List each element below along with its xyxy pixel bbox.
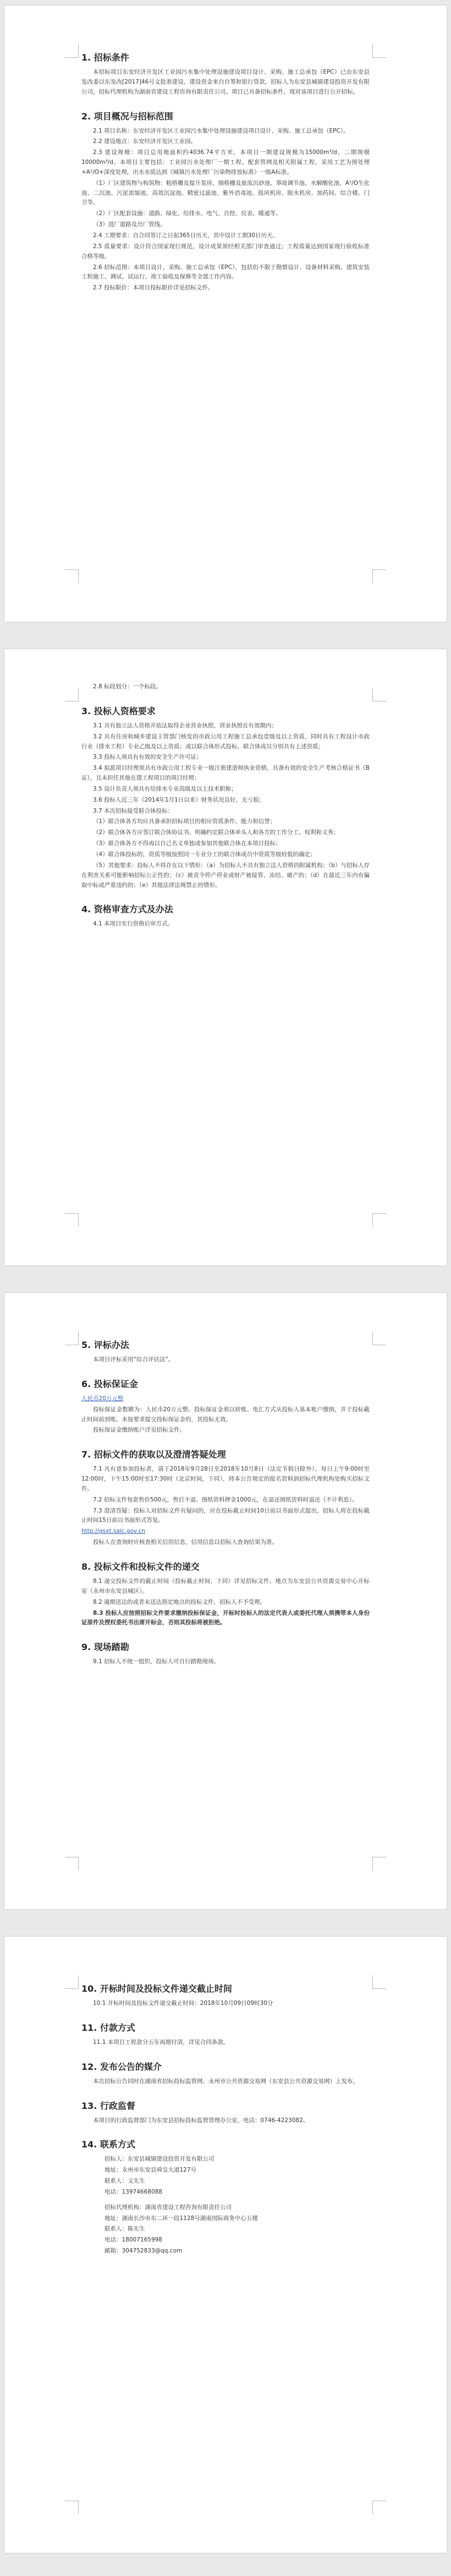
paragraph: 7.1 凡有意参加投标者，请于2018年9月28日至2018年10月8日（法定节假日除外），每日上午9:00时至12:00时，下午15:00时至17:30时（北京时间，下同），持本公告规定的报名资料到招标代理机构处购买招标文件。: [81, 1466, 370, 1492]
credit-link[interactable]: http://gsxt.saic.gov.cn: [81, 1528, 146, 1535]
paragraph: 7.3 澄清答疑：投标人对招标文件有疑问的，应在投标截止时间10日前以书面形式提出，招标人将在投标截止时间15日前以书面形式答复。: [81, 1507, 370, 1524]
document-page-4: [4, 1937, 447, 2553]
page-corner-mark: [65, 688, 79, 701]
paragraph: （4）联合体投标的，资质等级按照同一专业分工的联合体成员中资质等级较低的确定；: [93, 851, 316, 858]
paragraph: 3.1 具有独立法人资格并依法取得企业营业执照，营业执照在有效期内；: [93, 722, 278, 729]
document-page-3: [4, 1293, 447, 1909]
page-corner-mark: [65, 44, 79, 58]
paragraph: 投标保证金缴纳账户详见招标文件。: [93, 1427, 185, 1434]
paragraph-bold: 8.3 投标人应按照招标文件要求缴纳投标保证金，开标时投标人的法定代表人或委托代理人须携带本人身份证原件及授权委托书出席开标会，否则其投标将被拒绝。: [81, 1609, 370, 1626]
paragraph: 2.8 标段划分：一个标段。: [93, 683, 162, 690]
page-corner-mark: [65, 1975, 79, 1989]
section-heading: 11. 付款方式: [81, 2022, 135, 2033]
section-heading: 8. 投标文件和投标文件的递交: [81, 1561, 200, 1572]
page-corner-mark: [372, 1331, 386, 1345]
paragraph: 本项目评标采用“综合评估法”。: [93, 1356, 174, 1363]
paragraph: 2.4 工期要求：自合同签订之日起365日历天，其中设计工期30日历天。: [93, 232, 278, 239]
section-heading: 2. 项目概况与招标范围: [81, 111, 173, 122]
paragraph: 9.1 招标人不统一组织，投标人可自行踏勘现场。: [93, 1658, 220, 1665]
paragraph: 2.6 招标范围：本项目设计、采购、施工总承包（EPC），包括但不限于勘察设计、设备材料采购、建筑安装工程施工、调试、试运行、竣工验收及保修等全部工作内容。: [81, 264, 370, 281]
paragraph: 3.5 设计负责人须具有给排水专业高级及以上技术职称；: [93, 785, 237, 792]
contact-line: 联系人：陈先生: [105, 2226, 145, 2233]
paragraph: （1）厂区建筑物与构筑物：粗格栅及提升泵房、细格栅及旋流沉砂池、事故调节池、水解酸化池、A²/O生化池、二沉池、污泥浓缩池、高效沉淀池、精密过滤池、紫外消毒池、鼓风机房、脱水机房、加药间、综合楼、门卫等。: [81, 179, 370, 206]
contact-line: 招标人：东安县城镇建设投资开发有限公司: [105, 2156, 215, 2163]
paragraph: 2.7 投标限价：本项目投标限价详见招标文件。: [93, 284, 214, 292]
page-corner-mark: [65, 1213, 79, 1227]
contact-line: 地址：永州市东安县舜皇大道127号: [105, 2167, 197, 2174]
document-page-2: [4, 649, 447, 1265]
paragraph: 8.1 递交投标文件的截止时间（投标截止时间，下同）详见招标文件。地点为东安县公共资源交易中心开标室（永州市东安县城区）。: [81, 1577, 370, 1594]
page-corner-mark: [65, 569, 79, 583]
paragraph: 投标保证金数额为：人民币20万元整。投标保证金须以转账、电汇方式从投标人基本账户缴纳，并于投标截止时间前到账。未按要求提交投标保证金的，其投标无效。: [81, 1406, 370, 1423]
page-corner-mark: [65, 1857, 79, 1871]
paragraph: 本项目的行政监督部门为东安县招标投标监督管理办公室，电话：0746-4223082。: [93, 2117, 309, 2124]
paragraph: 11.1 本项目工程款分五年再期付清，详见合同条款。: [93, 2038, 229, 2046]
link-line: [81, 1527, 370, 1537]
paragraph: 本招标项目东安经济开发区工业园污水集中处理设施建设项目设计、采购、施工总承包（EPC）已由东安县发改委以东发改[2017]46号文批准建设，建设资金来自自筹和银行贷款，招标人为东安县城镇建设投资开发有限公司，招标代理机构为湖南省建设工程咨询有限责任公司。项目已具备招标条件，现对该项目进行公开招标。: [81, 69, 370, 95]
contact-line: 招标代理机构：湖南省建设工程咨询有限责任公司: [105, 2204, 232, 2211]
document-page-1: [4, 6, 447, 622]
paragraph: 8.2 逾期送达的或者未送达指定地点的投标文件，招标人不予受理。: [93, 1598, 266, 1605]
page-body: [81, 682, 370, 930]
paragraph: 3.3 投标人须具有有效的安全生产许可证；: [93, 754, 202, 761]
section-heading: 7. 招标文件的获取以及澄清答疑处理: [81, 1449, 226, 1460]
page-body: [81, 1326, 370, 1668]
contact-line: 电话：13974668088: [105, 2188, 162, 2195]
paragraph: 2.1 项目名称：东安经济开发区工业园污水集中处理设施建设项目设计、采购、施工总承包（EPC）。: [93, 127, 349, 134]
section-heading: 3. 投标人资格要求: [81, 705, 156, 716]
paragraph: 3.6 投标人近三年（2014年1月1日以来）财务状况良好，无亏损；: [93, 796, 265, 803]
paragraph: 10.1 开标时间及投标文件递交截止时间：2018年10月09日09时30分: [93, 2000, 273, 2007]
highlight-amount: 人民币20万元整: [81, 1395, 124, 1402]
section-heading: 13. 行政监督: [81, 2100, 135, 2111]
paragraph: 本次招标公告同时在湖南省招标投标监管网、永州市公共资源交易网（东安县公共资源交易网）上发布。: [93, 2078, 359, 2085]
paragraph: （1）联合体各方均应具备承担招标项目的相应资质条件、能力和信誉；: [93, 818, 276, 825]
paragraph: （5）其他要求：投标人不得存在以下情形：（a）为招标人不具有独立法人资格的附属机构；（b）与招标人存在利害关系可能影响招标公正性的；（c）被责令停产停业或财产被接管、冻结、破产的；（d）在最近三年内有骗取中标或严重违约的；（e）其他法律法规禁止的情形。: [81, 862, 370, 889]
contact-line: 邮箱：304752833@qq.com: [105, 2248, 183, 2255]
paragraph: （2）联合体各方应签订联合体协议书，明确约定联合体牵头人和各方的工作分工、权利和义务；: [93, 829, 339, 836]
page-corner-mark: [372, 2501, 386, 2514]
section-heading: 9. 现场踏勘: [81, 1642, 129, 1653]
section-heading: 10. 开标时间及投标文件递交截止时间: [81, 1983, 232, 1994]
page-corner-mark: [65, 2501, 79, 2514]
contact-line: 联系人：文先生: [105, 2178, 145, 2185]
contact-line: 电话：18007165998: [105, 2237, 162, 2244]
paragraph: 7.2 招标文件每套售价500元，售后不退。图纸资料押金1000元，在退还图纸资料时退还（不计利息）。: [93, 1496, 358, 1503]
page-corner-mark: [372, 1975, 386, 1989]
page-corner-mark: [372, 44, 386, 58]
paragraph: 3.4 拟派项目经理须具有市政公用工程专业一级注册建造师执业资格，具备有效的安全生产考核合格证书（B证），且未担任其他在建工程项目的项目经理；: [81, 765, 370, 782]
paragraph: （3）进厂道路及出厂管线。: [93, 221, 166, 228]
paragraph: 2.5 质量要求：设计符合国家现行规范，设计成果须经相关部门审查通过；工程质量达到国家现行验收标准合格等级。: [81, 243, 370, 260]
paragraph: 2.2 建设地点：东安经济开发区工业园。: [93, 138, 197, 145]
page-body: [81, 39, 370, 294]
paragraph: （2）厂区配套设施：道路、绿化、给排水、电气、自控、仪表、暖通等。: [93, 210, 282, 217]
paragraph: 3.2 具有住房和城乡建设主管部门核发的市政公用工程施工总承包壹级及以上资质，同时具有工程设计市政行业（排水工程）专业乙级及以上资质；或以联合体形式投标，联合体成员分别具有上述资质；: [81, 733, 370, 750]
paragraph: 2.3 建设规模：项目总用地面积约4036.74平方米，本项目一期建设规模为15000m³/d，二期规模10000m³/d。本项目主要包括：工业园污水处理厂一期工程、配套管网及相关附属工程，采用工艺为预处理+A²/O+深度处理，出水水质达到《城镇污水处理厂污染物排放标准》一级A标准。: [81, 149, 370, 176]
page-corner-mark: [372, 569, 386, 583]
page-corner-mark: [372, 1857, 386, 1871]
page-corner-mark: [372, 688, 386, 701]
contact-line: 地址：湖南长沙市东二环一段1128号湖南国际商务中心五楼: [105, 2215, 258, 2222]
paragraph: （3）联合体各方不得再以自己名义单独或参加其他联合体在本项目投标；: [93, 840, 282, 847]
section-heading: 5. 评标办法: [81, 1340, 129, 1350]
paragraph: 4.1 本项目实行资格后审方式。: [93, 920, 174, 928]
section-heading: 1. 招标条件: [81, 52, 129, 63]
page-body: [81, 1970, 370, 2257]
paragraph: 投标人在查询时应核查相关信用信息，信用信息以招标人查询结果为准。: [93, 1539, 278, 1546]
page-corner-mark: [65, 1331, 79, 1345]
section-heading: 4. 资格审查方式及办法: [81, 904, 173, 915]
paragraph: 3.7 本次招标接受联合体投标：: [93, 807, 174, 814]
section-heading: 6. 投标保证金: [81, 1378, 138, 1389]
section-heading: 14. 联系方式: [81, 2139, 135, 2150]
page-corner-mark: [372, 1213, 386, 1227]
section-heading: 12. 发布公告的媒介: [81, 2061, 162, 2072]
